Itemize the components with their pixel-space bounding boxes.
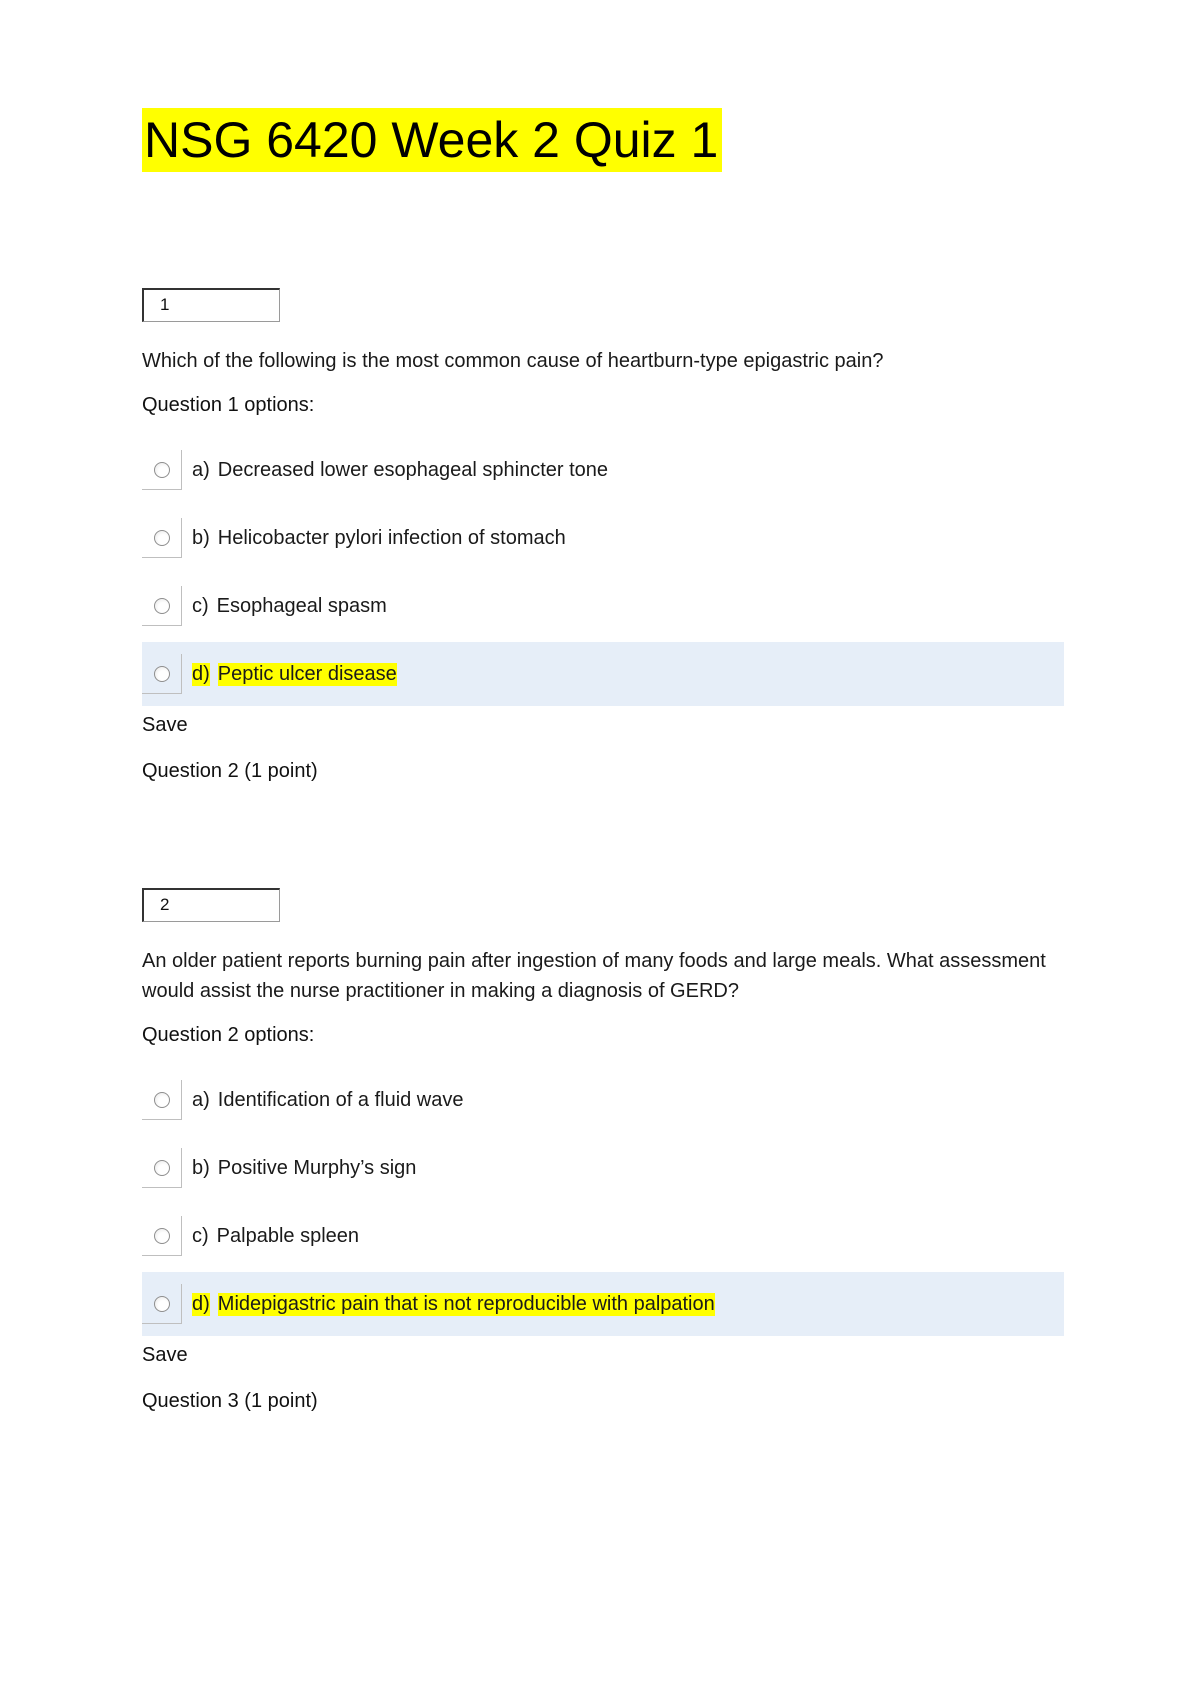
option-text: Esophageal spasm: [216, 594, 387, 617]
answer-option-b[interactable]: [142, 506, 1064, 570]
option-text: Palpable spleen: [216, 1224, 360, 1247]
radio-button[interactable]: [142, 586, 182, 626]
option-text: Helicobacter pylori infection of stomach: [217, 526, 566, 549]
question-text: An older patient reports burning pain after ingestion of many foods and large meals. What assessment would assist the nurse practitioner in making a diagnosis of GERD?: [142, 950, 1046, 1002]
radio-button[interactable]: [142, 450, 182, 490]
question-2: [142, 888, 1064, 1416]
question-points-label: Question 2 (1 point): [142, 760, 318, 782]
radio-icon: [154, 1092, 170, 1108]
radio-icon: [154, 530, 170, 546]
option-text: Peptic ulcer disease: [217, 662, 397, 685]
option-letter: b): [192, 1156, 210, 1179]
option-letter: d): [192, 662, 210, 685]
answer-option-a[interactable]: [142, 1068, 1064, 1132]
radio-icon: [154, 1228, 170, 1244]
question-options-label: Question 1 options:: [142, 394, 315, 416]
answer-option-a[interactable]: [142, 438, 1064, 502]
option-letter: c): [192, 594, 209, 617]
option-letter: b): [192, 526, 210, 549]
document-page: [142, 108, 1064, 1412]
radio-icon: [154, 1160, 170, 1176]
radio-button[interactable]: [142, 1216, 182, 1256]
answer-option-d[interactable]: [142, 1272, 1064, 1336]
radio-icon: [154, 598, 170, 614]
radio-button[interactable]: [142, 1284, 182, 1324]
question-number-box: 2: [142, 888, 280, 922]
option-letter: a): [192, 458, 210, 481]
radio-button[interactable]: [142, 1080, 182, 1120]
question-text: Which of the following is the most common cause of heartburn-type epigastric pain?: [142, 350, 884, 372]
radio-button[interactable]: [142, 654, 182, 694]
option-text: Decreased lower esophageal sphincter tone: [217, 458, 609, 481]
answer-option-c[interactable]: [142, 574, 1064, 638]
save-link[interactable]: Save: [142, 714, 188, 736]
radio-icon: [154, 1296, 170, 1312]
radio-icon: [154, 462, 170, 478]
document-title: NSG 6420 Week 2 Quiz 1: [142, 108, 722, 172]
option-text: Identification of a fluid wave: [217, 1088, 464, 1111]
option-letter: c): [192, 1224, 209, 1247]
option-text: Midepigastric pain that is not reproducible with palpation: [217, 1292, 715, 1315]
question-points-label: Question 3 (1 point): [142, 1390, 318, 1412]
question-number-box: 1: [142, 288, 280, 322]
radio-button[interactable]: [142, 518, 182, 558]
option-text: Positive Murphy’s sign: [217, 1156, 417, 1179]
save-link[interactable]: Save: [142, 1344, 188, 1366]
answer-option-d[interactable]: [142, 642, 1064, 706]
radio-button[interactable]: [142, 1148, 182, 1188]
question-options-label: Question 2 options:: [142, 1024, 315, 1046]
question-1: [142, 288, 1064, 786]
answer-option-b[interactable]: [142, 1136, 1064, 1200]
option-letter: d): [192, 1292, 210, 1315]
radio-icon: [154, 666, 170, 682]
answer-option-c[interactable]: [142, 1204, 1064, 1268]
option-letter: a): [192, 1088, 210, 1111]
